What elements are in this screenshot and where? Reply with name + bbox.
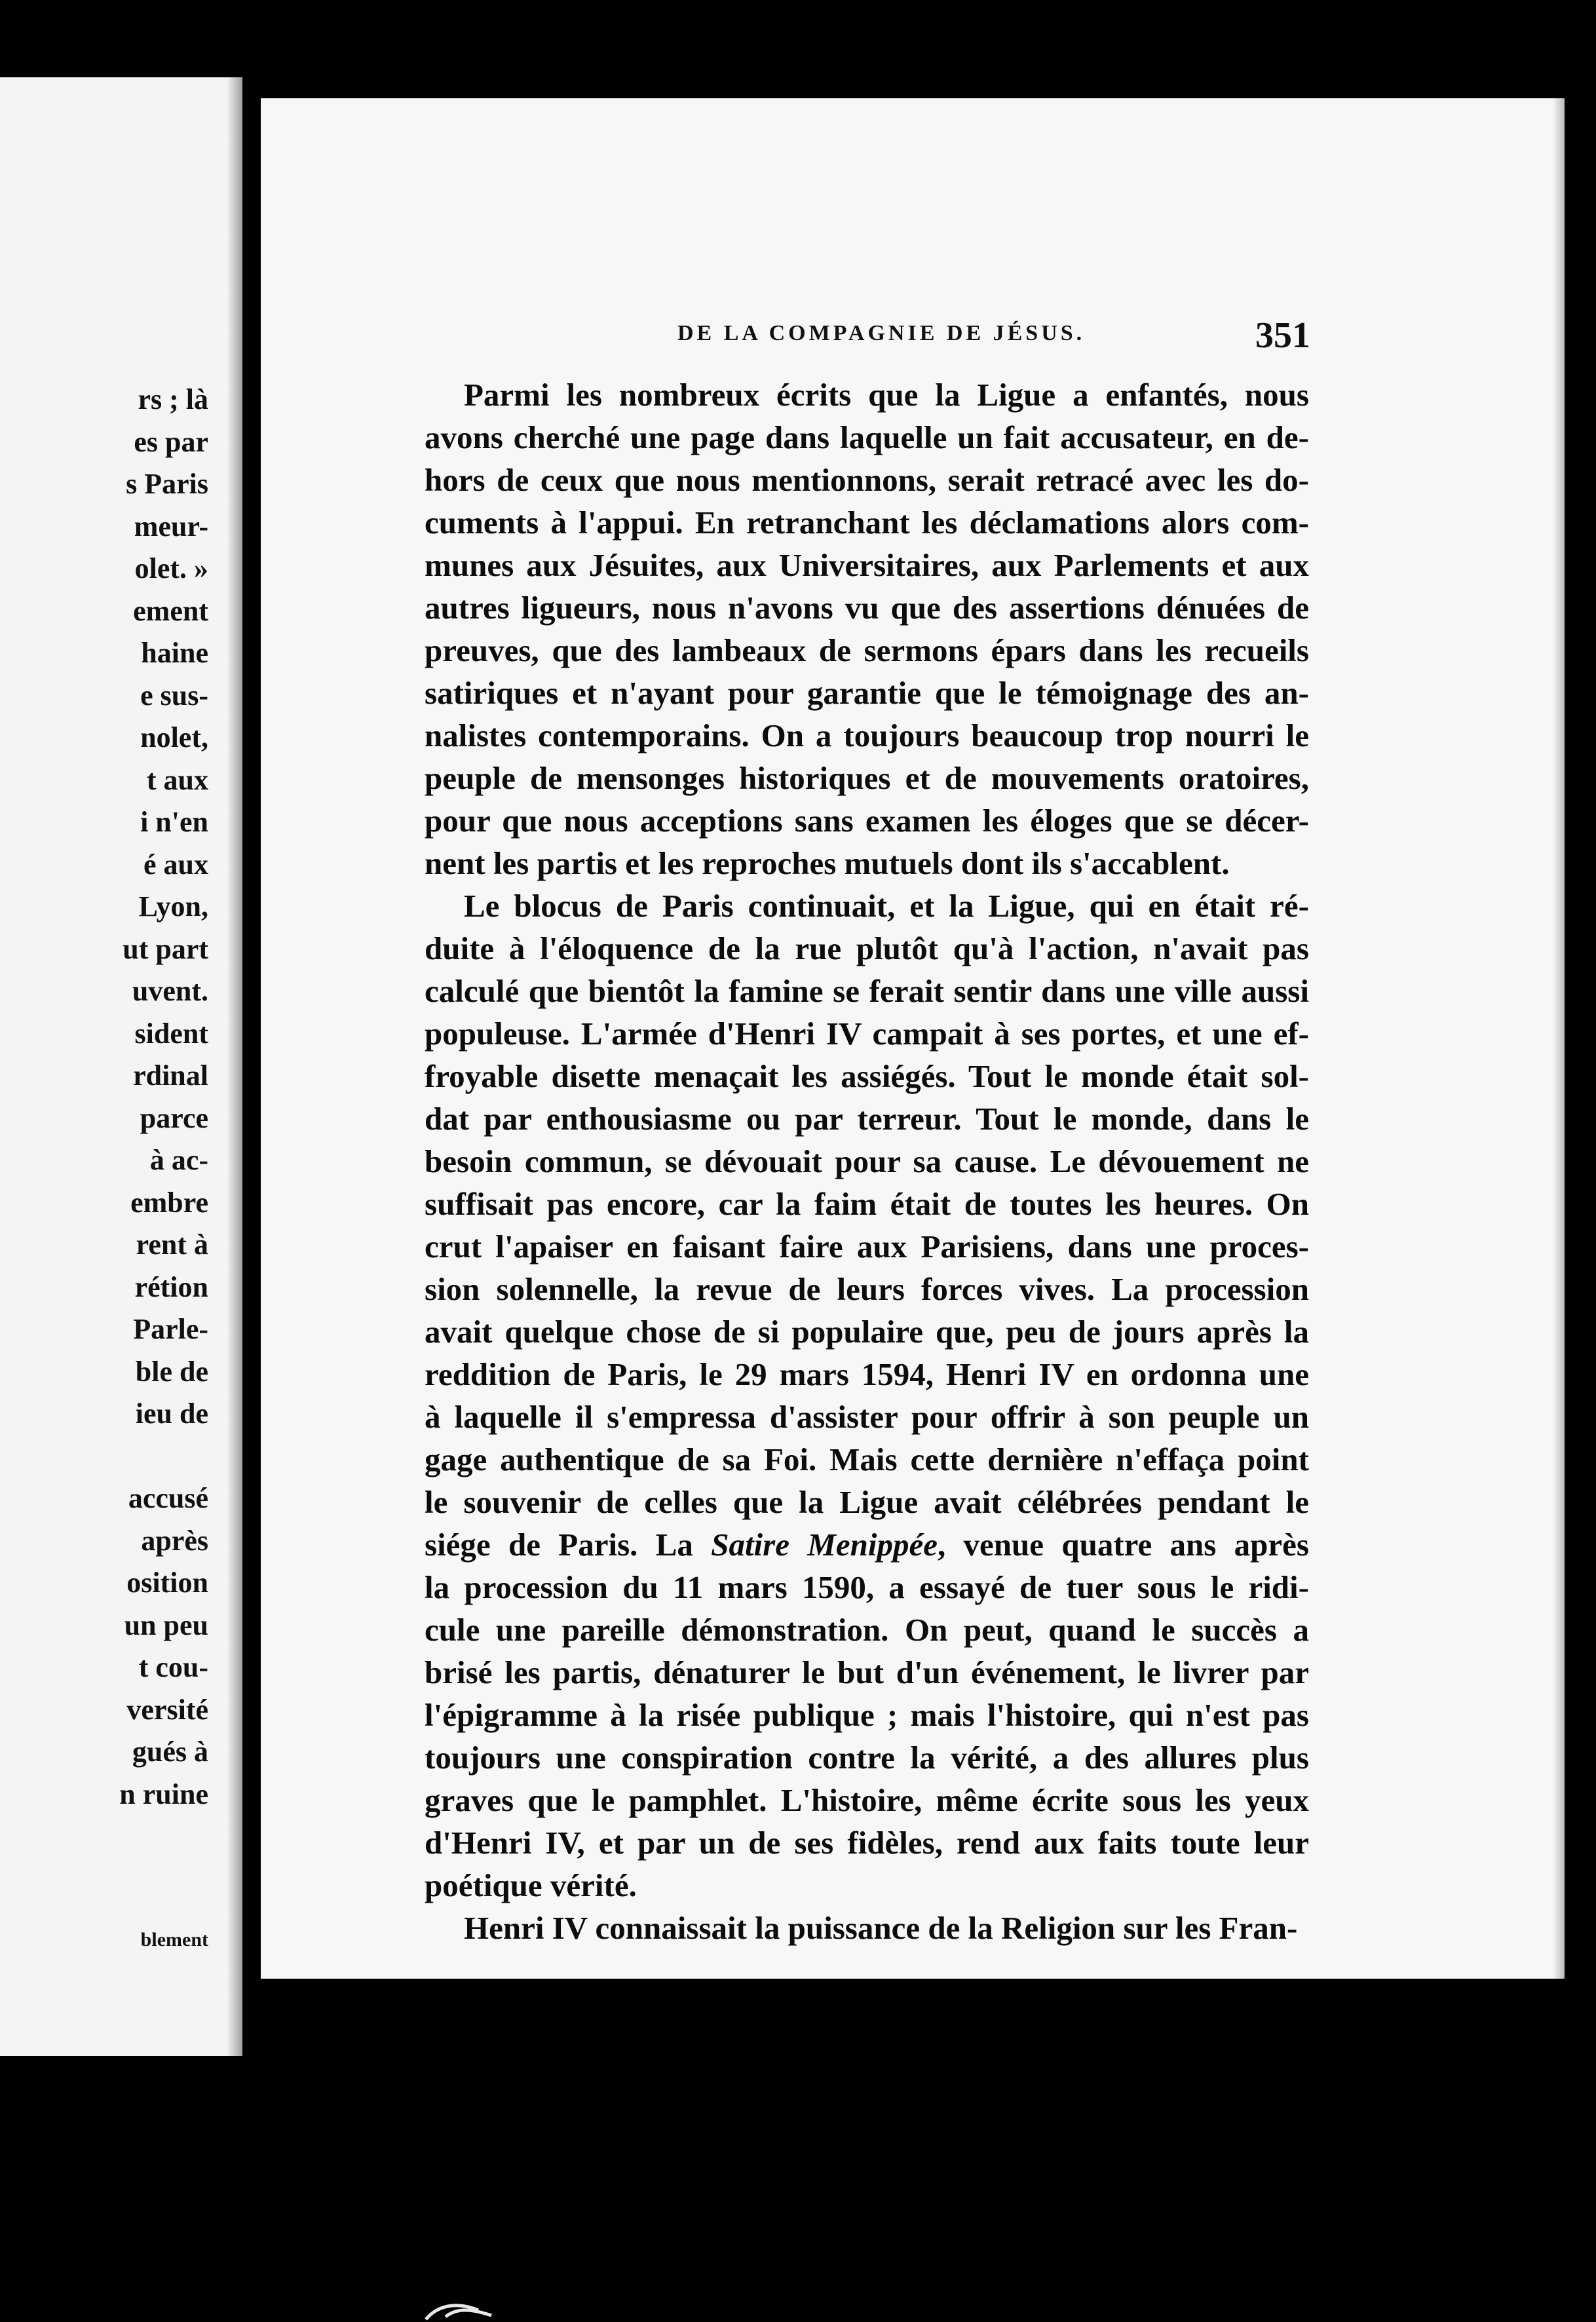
body-text-line: la procession du 11 mars 1590, a essayé de tuer sous le ridi- [425, 1569, 1309, 1605]
left-page-line: sident [134, 1017, 208, 1050]
body-text-line: poétique vérité. [425, 1867, 637, 1903]
body-text-line: le souvenir de celles que la Ligue avait célébrées pendant le [425, 1484, 1309, 1520]
left-page-line: olet. » [134, 552, 208, 584]
body-text-line: calculé que bientôt la famine se ferait sentir dans une ville aussi [425, 973, 1309, 1009]
gutter-shadow [227, 77, 242, 2056]
body-text-line: duite à l'éloquence de la rue plutôt qu'à l'action, n'avait pas [425, 930, 1309, 966]
body-text-line: avait quelque chose de si populaire que, peu de jours après la [425, 1314, 1309, 1350]
body-text-line: froyable disette menaçait les assiégés. Tout le monde était sol- [425, 1058, 1309, 1094]
body-text-line: peuple de mensonges historiques et de mouvements oratoires, [425, 760, 1309, 796]
left-page-line: ieu de [135, 1398, 208, 1430]
bottom-ink-mark [419, 2297, 498, 2322]
left-page-line: un peu [124, 1608, 208, 1641]
left-page-line: rent à [136, 1228, 208, 1261]
left-page-line: meur- [134, 510, 208, 542]
body-text-line: avons cherché une page dans laquelle un fait accusateur, en de- [425, 419, 1309, 455]
left-page-line: rétion [134, 1270, 208, 1303]
left-page-line: ut part [123, 932, 208, 965]
left-page-line: t cou- [138, 1651, 208, 1683]
right-page [261, 98, 1565, 1979]
body-text-line: siége de Paris. La Satire Menippée, venue quatre ans après [425, 1527, 1309, 1563]
left-page-line: rs ; là [138, 383, 208, 415]
body-text-line: Le blocus de Paris continuait, et la Ligue, qui en était ré- [464, 888, 1309, 924]
body-text-line: suffisait pas encore, car la faim était de toutes les heures. On [425, 1186, 1309, 1222]
page-edge-shadow [1553, 98, 1565, 1979]
body-text-line: pour que nous acceptions sans examen les éloges que se décer- [425, 803, 1309, 839]
body-text-line: Parmi les nombreux écrits que la Ligue a enfantés, nous [464, 377, 1309, 413]
body-text-line: besoin commun, se dévouait pour sa cause. Le dévouement ne [425, 1143, 1309, 1179]
body-text-line: cuments à l'appui. En retranchant les déclamations alors com- [425, 504, 1309, 541]
left-page-line: gués à [132, 1736, 208, 1768]
left-page-line: embre [130, 1186, 208, 1219]
body-text [425, 373, 1309, 1949]
body-text-line: sion solennelle, la revue de leurs forces vives. La procession [425, 1271, 1309, 1307]
body-text-line: nalistes contemporains. On a toujours beaucoup trop nourri le [425, 717, 1309, 753]
left-page-line: à ac- [149, 1144, 208, 1176]
body-text-line: l'épigramme à la risée publique ; mais l'histoire, qui n'est pas [425, 1697, 1309, 1733]
left-page-line: e sus- [140, 679, 208, 712]
left-page-line: é aux [143, 848, 208, 881]
body-text-line: populeuse. L'armée d'Henri IV campait à ses portes, et une ef- [425, 1016, 1309, 1052]
left-page-line: osition [126, 1567, 208, 1599]
left-page-line: parce [140, 1101, 208, 1134]
body-text-line: satiriques et n'ayant pour garantie que le témoignage des an- [425, 675, 1309, 711]
body-text-line: nent les partis et les reproches mutuels dont ils s'accablent. [425, 845, 1230, 881]
book-title-italic: Satire Menippée [711, 1527, 938, 1563]
left-page-line: après [141, 1524, 208, 1557]
body-text-line: graves que le pamphlet. L'histoire, même écrite sous les yeux [425, 1782, 1309, 1818]
left-page-line: ble de [135, 1355, 208, 1388]
body-text-line: munes aux Jésuites, aux Universitaires, aux Parlements et aux [425, 547, 1309, 583]
body-text-line: cule une pareille démonstration. On peut, quand le succès a [425, 1612, 1309, 1648]
left-page-line: rdinal [133, 1059, 208, 1092]
body-text-line: dat par enthousiasme ou par terreur. Tout le monde, dans le [425, 1101, 1309, 1137]
body-text-line: gage authentique de sa Foi. Mais cette dernière n'effaça point [425, 1441, 1309, 1477]
left-page-line: i n'en [140, 806, 208, 838]
left-page-line: ement [133, 594, 208, 627]
body-text-line: à laquelle il s'empressa d'assister pour offrir à son peuple un [425, 1399, 1309, 1435]
body-text-line: Henri IV connaissait la puissance de la Religion sur les Fran- [464, 1910, 1298, 1946]
left-page-line: nolet, [140, 721, 208, 753]
body-text-line: autres ligueurs, nous n'avons vu que des assertions dénuées de [425, 590, 1309, 626]
left-page-line: Lyon, [138, 890, 208, 923]
left-page-line: es par [134, 425, 208, 458]
left-page-line: s Paris [126, 468, 208, 500]
body-text-line: reddition de Paris, le 29 mars 1594, Henri IV en ordonna une [425, 1356, 1309, 1392]
body-text-line: crut l'apaiser en faisant faire aux Parisiens, dans une proces- [425, 1228, 1309, 1265]
left-page-line: n ruine [119, 1778, 208, 1810]
body-text-line: d'Henri IV, et par un de ses fidèles, rend aux faits toute leur [425, 1825, 1309, 1861]
body-text-line: toujours une conspiration contre la vérité, a des allures plus [425, 1740, 1309, 1776]
left-page-line: Parle- [133, 1313, 208, 1345]
body-text-line: brisé les partis, dénaturer le but d'un événement, le livrer par [425, 1654, 1309, 1690]
left-page-line: uvent. [132, 975, 208, 1007]
body-text-line: hors de ceux que nous mentionnons, serait retracé avec les do- [425, 462, 1309, 498]
body-text-line: preuves, que des lambeaux de sermons épars dans les recueils [425, 632, 1309, 668]
left-page-line: haine [141, 637, 208, 669]
left-footnote-fragment: blement [140, 1929, 208, 1951]
left-page-line: t aux [146, 763, 208, 796]
page-number: 351 [1255, 315, 1310, 356]
running-head: DE LA COMPAGNIE DE JÉSUS. [677, 321, 1086, 345]
left-page-line: accusé [128, 1482, 208, 1514]
left-page-line: versité [126, 1693, 208, 1726]
left-facing-page [0, 77, 242, 2056]
